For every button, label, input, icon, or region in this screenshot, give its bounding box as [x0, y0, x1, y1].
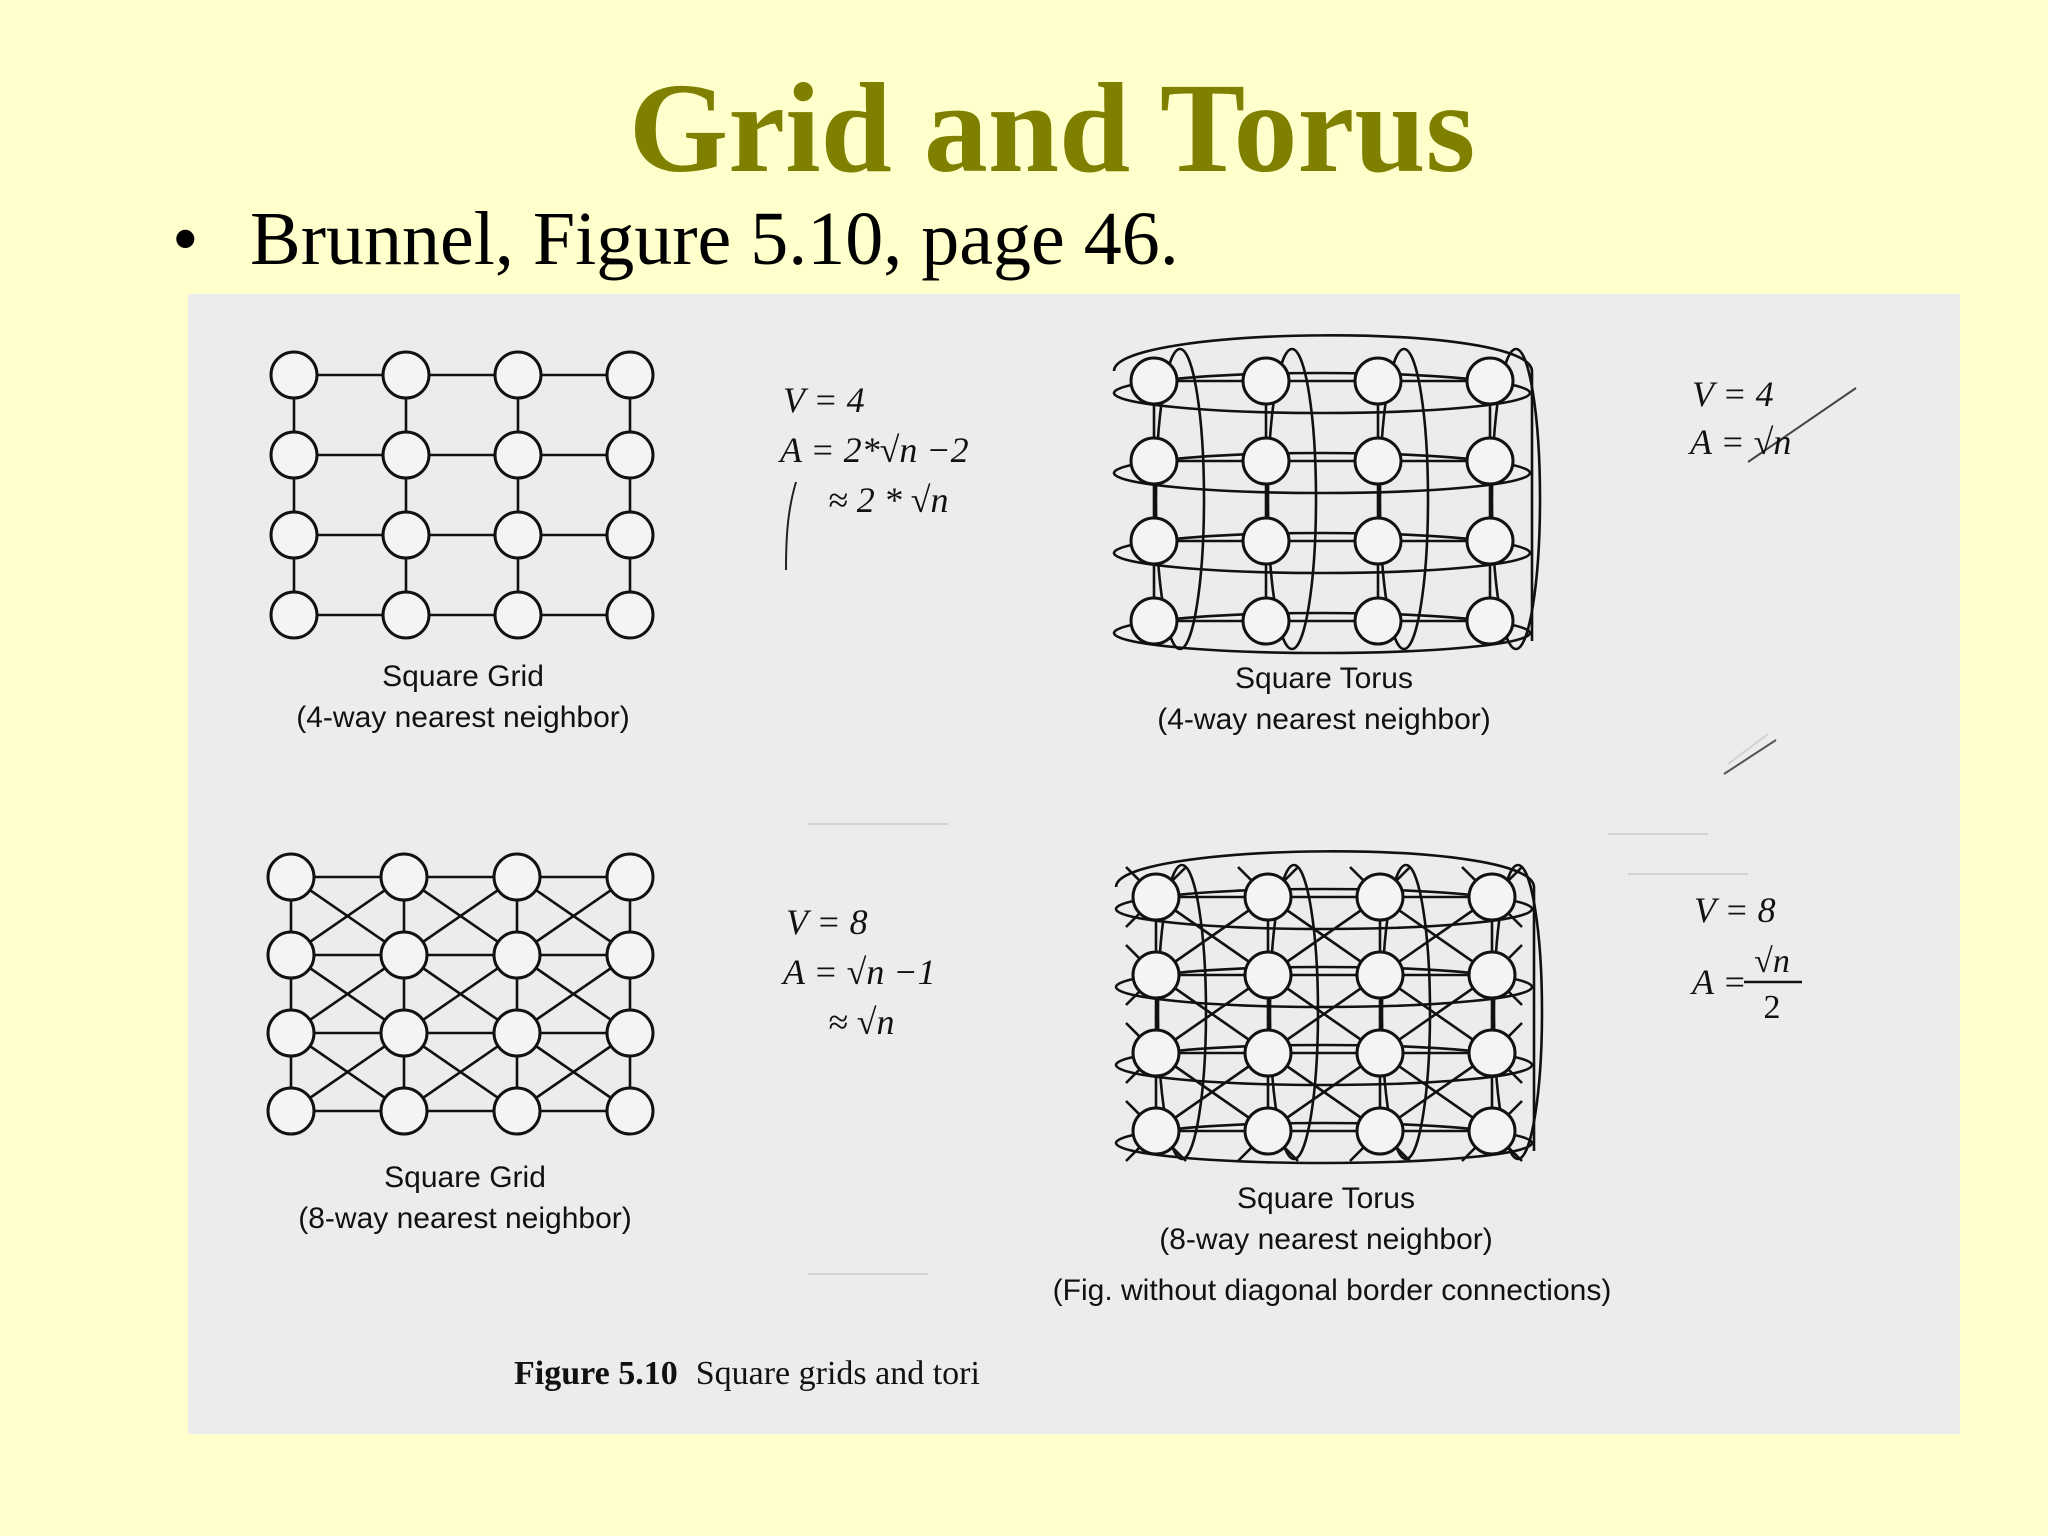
torus4-node [1355, 598, 1401, 644]
grid8-node [381, 932, 427, 978]
torus4-caption-line1: Square Torus [1235, 662, 1413, 695]
torus4-node [1467, 598, 1513, 644]
torus8-formula-a-lhs: A = [1692, 962, 1747, 1002]
torus8-node [1133, 874, 1179, 920]
torus8-node [1245, 1108, 1291, 1154]
torus8-node [1469, 1030, 1515, 1076]
grid4-node [495, 512, 541, 558]
grid8-caption-line2: (8-way nearest neighbor) [298, 1202, 632, 1235]
grid8-node [381, 1010, 427, 1056]
torus4-node [1243, 438, 1289, 484]
grid4-caption-line2: (4-way nearest neighbor) [296, 701, 630, 734]
grid8-formula-v: V = 8 [786, 902, 868, 942]
torus4-node [1355, 518, 1401, 564]
torus4-formula-v: V = 4 [1692, 374, 1774, 414]
scanned-figure [188, 294, 1960, 1434]
torus8-node [1469, 874, 1515, 920]
torus4-node [1467, 438, 1513, 484]
grid8-node [607, 854, 653, 900]
grid8-formula-approx: ≈ √n [828, 1002, 895, 1042]
torus4-node [1131, 438, 1177, 484]
torus8-formula-numerator: √n [1754, 943, 1790, 980]
bullet-item [172, 196, 1179, 282]
grid4-node [607, 432, 653, 478]
grid8-node [494, 1088, 540, 1134]
grid4-node [271, 592, 317, 638]
grid4-node [607, 352, 653, 398]
scan-background [188, 294, 1960, 1434]
grid4-node [271, 512, 317, 558]
torus4-node [1355, 358, 1401, 404]
torus8-caption-line1: Square Torus [1237, 1182, 1415, 1215]
grid4-node [495, 592, 541, 638]
grid8-node [268, 854, 314, 900]
grid8-formula-a: A = √n −1 [783, 952, 936, 992]
torus4-node [1131, 518, 1177, 564]
figure-canvas [188, 294, 1960, 1434]
grid4-node [607, 512, 653, 558]
torus8-node [1245, 1030, 1291, 1076]
grid4-node [383, 432, 429, 478]
bullet-text: Brunnel, Figure 5.10, page 46. [250, 197, 1179, 281]
torus4-node [1243, 518, 1289, 564]
torus4-node [1355, 438, 1401, 484]
torus8-node [1469, 952, 1515, 998]
figure-caption-text: Square grids and tori [695, 1355, 980, 1392]
grid4-node [383, 592, 429, 638]
figure-caption-label: Figure 5.10 [514, 1355, 678, 1392]
grid4-formula-a: A = 2*√n −2 [780, 430, 969, 470]
grid4-node [495, 432, 541, 478]
grid4-node [271, 432, 317, 478]
torus4-caption-line2: (4-way nearest neighbor) [1157, 703, 1491, 736]
figure-caption [514, 1355, 980, 1392]
torus8-node [1133, 952, 1179, 998]
grid8-caption-line1: Square Grid [384, 1161, 546, 1194]
torus4-node [1243, 598, 1289, 644]
torus8-node [1357, 1108, 1403, 1154]
grid4-caption-line1: Square Grid [382, 660, 544, 693]
grid4-node [607, 592, 653, 638]
torus4-node [1467, 518, 1513, 564]
torus8-node [1357, 874, 1403, 920]
torus8-node [1469, 1108, 1515, 1154]
slide-title: Grid and Torus [628, 57, 1476, 199]
grid4-formula-v: V = 4 [783, 380, 865, 420]
grid8-node [494, 1010, 540, 1056]
grid4-node [271, 352, 317, 398]
torus8-caption-line2: (8-way nearest neighbor) [1159, 1223, 1493, 1256]
grid8-node [607, 1088, 653, 1134]
grid8-node [607, 932, 653, 978]
grid8-node [381, 854, 427, 900]
torus8-formula-denominator: 2 [1763, 989, 1781, 1026]
torus8-caption-line3: (Fig. without diagonal border connections) [1052, 1274, 1612, 1307]
torus8-node [1245, 952, 1291, 998]
grid4-node [383, 352, 429, 398]
torus4-node [1467, 358, 1513, 404]
torus4-formula-a: A = √n [1690, 422, 1792, 462]
bullet-dot-icon: • [172, 197, 199, 281]
torus4-node [1243, 358, 1289, 404]
grid4-node [495, 352, 541, 398]
torus8-node [1133, 1030, 1179, 1076]
torus8-node [1245, 874, 1291, 920]
torus8-node [1357, 952, 1403, 998]
torus8-node [1357, 1030, 1403, 1076]
torus8-formula-v: V = 8 [1694, 890, 1776, 930]
grid8-node [268, 1010, 314, 1056]
grid8-node [268, 1088, 314, 1134]
grid4-formula-approx: ≈ 2 * √n [828, 480, 949, 520]
grid4-node [383, 512, 429, 558]
grid8-node [494, 932, 540, 978]
grid8-node [268, 932, 314, 978]
torus8-node [1133, 1108, 1179, 1154]
torus4-node [1131, 358, 1177, 404]
grid8-node [494, 854, 540, 900]
torus4-node [1131, 598, 1177, 644]
grid8-node [607, 1010, 653, 1056]
grid8-node [381, 1088, 427, 1134]
